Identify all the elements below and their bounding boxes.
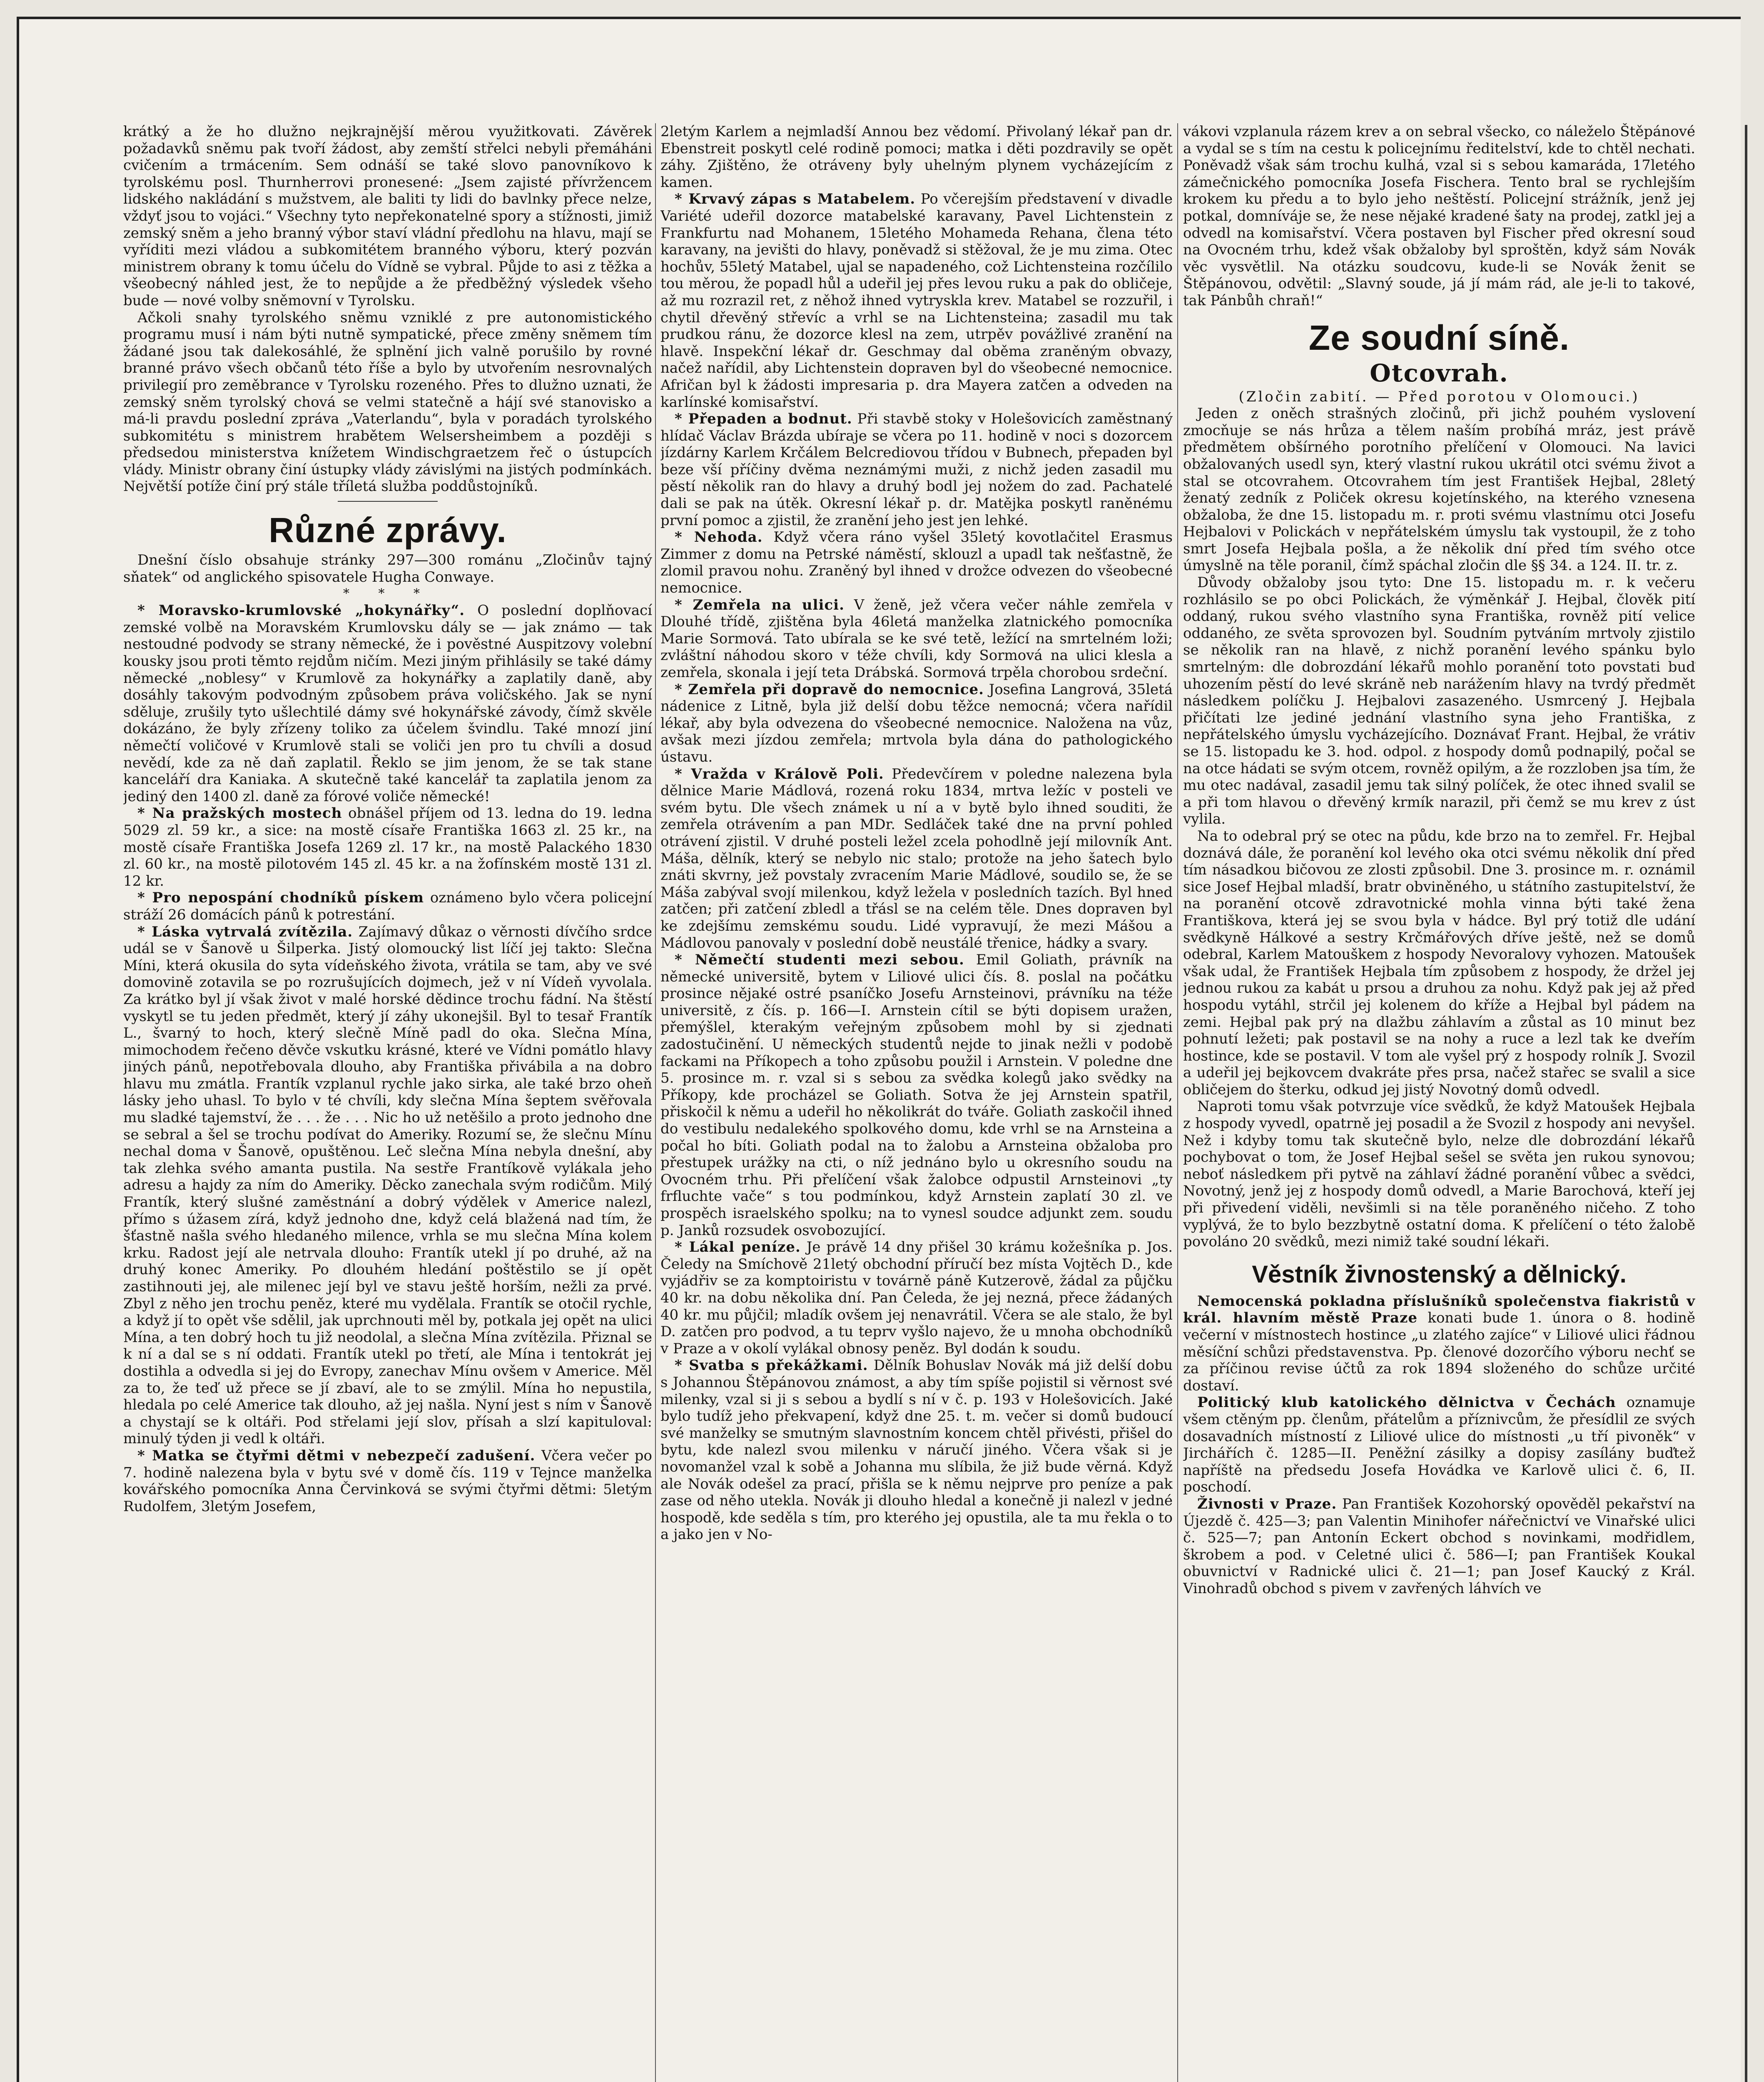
news-text: V ženě, jež včera večer náhle zemřela v Dlouhé třídě, zjištěna byla 46letá manželka zlatnického pomocníka Marie Sormová. Tato ubírala se ke své tetě, ležící na smrtelném loži; zvláštní náhodou skoro v téže chvíli, kdy Sormová na ulici klesla a zemřela, skonala i její teta Drábská. Sormová trpěla chorobou srdeční. [660, 596, 1173, 681]
news-text: Když včera ráno vyšel 35letý kovotlačitel Erasmus Zimmer z domu na Petrské náměstí, sklouzl a upadl tak nešťastně, že zlomil pravou nohu. Zraněný byl ihned v drožce odvezen do všeobecné nemocnice. [660, 529, 1173, 597]
column-divider [655, 123, 656, 2082]
paragraph: krátký a že ho dlužno nejkrajnější měrou využitkovati. Závěrek požadavků sněmu pak tvoří žádost, aby zemští střelci nebyli přemáháni cvičením a trmácením. Sem odnáší se také slovo panovníkovo k tyrolskému posl. Thurnherrovi pronesené: „Jsem zajisté přívržencem lidského nakládání s mužstvem, ale baliti ty lidi do bavlnky přece nelze, vždyť jsou to vojáci.“ Všechny tyto nepřekonatelné spory a stížnosti, jimiž zemský sněm a jeho branný výbor staví vládní předlohu na hlavu, mají se vyříditi mezi vládou a subkomitétem branného výboru, který pozván ministrem obrany k tomu účelu do Vídně se vybral. Půjde to asi z těžka a všeobecný náhled jest, že to nepůjde a že předběžný výsledek všeho bude — nové volby sněmovní v Tyrolsku. [123, 123, 652, 309]
news-item [660, 597, 1173, 681]
news-heading: * Pro nepospání chodníků pískem [137, 889, 424, 907]
news-heading: * Moravsko-krumlovské „hokynářky“. [137, 602, 465, 619]
news-item [1183, 1496, 1695, 1597]
news-text: Předevčírem v poledne nalezena byla dělnice Marie Mádlová, rozená roku 1834, mrtva ležíc v posteli ve svém bytu. Dle všech známek u ní a v bytě bylo ihned souditi, že zemřela otrávením a pan MDr. Sedláček také dne na první pohled otrávení zjistil. V druhé posteli ležel zcela pohodlně její milovník Ant. Máša, dělník, který se nebylo nic stalo; protože na jeho šatech bylo znáti skvrny, jež povstaly zvracením Marie Mádlové, soudilo se, že se Máša zabýval svojí milenkou, když ležela v posledních tazích. Byl hned zatčen; při zatčení zbledl a třásl se na celém těle. Dnes dopraven byl ke zdejšímu zemskému soudu. Lidé vypravují, že mezi Mášou a Mádlovou panovaly v poslední době neustálé třenice, hádky a svary. [660, 765, 1173, 951]
column-middle [660, 123, 1173, 2082]
news-text: Pan František Kozohorský opověděl pekařství na Újezdě č. 425—3; pan Valentin Minihofer nářečnictví ve Vinařské ulici č. 525—7; pan Antonín Eckert obchod s novinkami, modřidlem, škrobem a pod. v Celetné ulici č. 586—I; pan František Koukal obuvnictví v Radnické ulici č. 21—1; pan Josef Kaucký z Král. Vinohradů obchod s pivem v zavřených láhvích ve [1183, 1495, 1695, 1597]
news-heading: * Vražda v Králově Poli. [675, 765, 884, 782]
section-rule [338, 501, 438, 502]
news-heading: Politický klub katolického dělnictva v Čechách [1197, 1394, 1616, 1411]
paragraph: 2letým Karlem a nejmladší Annou bez vědomí. Přivolaný lékař pan dr. Ebenstreit poskytl celé rodině pomoci; matka i děti pozdravily se opět záhy. Zjištěno, že otráveny byly uhelným plynem vycházejícím z kamen. [660, 123, 1173, 191]
news-item [660, 681, 1173, 766]
news-heading: * Lákal peníze. [675, 1239, 801, 1256]
news-item [660, 766, 1173, 952]
paragraph: vákovi vzplanula rázem krev a on sebral všecko, co náleželo Štěpánové a vydal se s tím na cestu k policejnímu ředitelství, kde to chtěl nechati. Poněvadž však sám trochu kulhá, vzal si s sebou kamaráda, 17letého zámečnického pomocníka Josefa Fischera. Tento bral se rychlejším krokem ku předu a to bylo jeho neštěstí. Policejní strážník, jenž jej potkal, domníváje se, že nese nějaké kradené šaty na prodej, zatkl jej a odvedl na komisařství. Včera postaven byl Fischer před okresní soud na Ovocném trhu, kdež však obžaloby byl sproštěn, když sám Novák věc vysvětlil. Na otázku soudcovu, kude-li se Novák ženit se Štěpánovou, odvětil: „Slavný soude, já jí mám rád, ale je-li to takové, tak Pánbůh chraň!“ [1183, 123, 1695, 309]
news-item [660, 1239, 1173, 1357]
case-title: Otcovrah. [1370, 359, 1509, 387]
news-item [660, 1357, 1173, 1543]
news-heading: Živnosti v Praze. [1197, 1495, 1337, 1512]
news-item [660, 191, 1173, 411]
paragraph: Jeden z oněch strašných zločinů, při jichž pouhém vyslovení zmocňuje se nás hrůza a tělem naším probíhá mráz, jest právě předmětem obšírného porotního přelíčení v Olomouci. Na lavici obžalovaných usedl syn, který vlastní rukou ukrátil otci svému život a stal se otcovrahem. Otcovrahem tím jest František Hejbal, 28letý ženatý zedník z Poliček okresu kojetínského, na kterého vznesena obžaloba, že dne 15. listopadu m. r. proti svému vlastnímu otci Josefu Hejbalovi v Polickách v nepřátelském úmyslu tak vystoupil, že z toho smrt Josefa Hejbala pošla, a že několik dní před tím svého otce úmyslně na těle poranil, čímž spáchal zločin dle §§ 34. a 124. II. tr. z. [1183, 405, 1695, 574]
stars-divider: * * * [343, 586, 433, 601]
section-title-ruzne-zpravy: Různé zprávy. [269, 511, 507, 550]
news-text: Dělník Bohuslav Novák má již delší dobu s Johannou Štěpánovou známost, a aby tím spíše pojistil si věrnost své milenky, vzal si ji s sebou a bydlí s ní v č. p. 193 v Holešovicích. Jaké bylo tudíž jeho překvapení, když dne 25. t. m. večer si domů budoucí své manželky se smutným slavnostním koncem chtěl přivésti, přišel do bytu, kde nalezl svou milenku v náručí jiného. Včera však si je novomanžel vzal k sobě a Johanna mu slíbila, že již bude věrná. Když ale Novák odešel za prací, přišla se k němu nejprve pro peníze a pak zase od něho utekla. Novák ji dlouho hledal a konečně ji nalezl v jedné hospodě, kde seděla s tím, pro kterého jej opustila, ale ta mu řekla o to a jako jen v No- [660, 1357, 1173, 1543]
news-text: Zajímavý důkaz o věrnosti dívčího srdce udál se v Šanově u Šilperka. Jistý olomoucký list líčí jej takto: Slečna Míni, která okusila do syta vídeňského života, vrátila se tam, aby ve své domovině zotavila se po rozrušujících dojmech, jež v ní Vídeň vyvolala. Za krátko byl jí však život v malé horské dědince trochu fádní. Na štěstí vyskytl se tu jeden předmět, který jí záhy ukonejšil. Byl to tesař Frantík L., švarný to hoch, který slečně Míně padl do oka. Slečna Mína, mimochodem řečeno děvče vskutku krásné, které ve Vídni pomátlo hlavy jiných pánů, nepotřebovala dlouho, aby Františka přivábila a na dobro hlavu mu zmátla. Frantík vzplanul rychle jako sirka, ale také brzo oheň lásky jeho uhasl. To bylo v té chvíli, kdy slečna Mína šeptem svěřovala mu sladké tajemství, že . . . že . . . Nic ho už netěšilo a proto jednoho dne se sebral a šel se trochu podívat do Ameriky. Rozumí se, že slečnu Mínu nechal doma v Šanově, opuštěnou. Leč slečna Mína nebyla dnešní, aby tak zlehka svého amanta pustila. Na sestře Frantíkově vylákala jeho adresu a hajdy za ním do Ameriky. Děcko zanechala svým rodičům. Milý Frantík, který slušné zaměstnání a dobrý výdělek v Americe nalezl, přímo s úžasem zírá, když jednoho dne, když celá blažená nad tím, že šťastně našla svého hledaného milence, vrhla se mu slečna Mína kolem krku. Radost její ale netrvala dlouho: Frantík utekl jí po druhé, až na druhý konec Ameriky. Po dlouhém hledání poštěstilo se jí opět zastihnouti jej, ale milenec její byl ve stavu ještě horším, nežli za prvé. Zbyl z něho jen trochu peněz, které mu vydělala. Frantík se otočil rychle, a když jí to opět vše sdělil, jak uprchnouti měl by, potkala jej opět na ulici Mína, a ten dobrý hoch tu již neodolal, a slečna Mína zvítězila. Přiznal se k ní a dal se s ní oddati. Frantík utekl po třetí, ale Mína i tentokrát jej dostihla a odvedla si jej do Evropy, zanechav Mínu ovšem v Americe. Měl za to, že teď už přece se jí zbaví, ale to se zmýlil. Mína ho nepustila, hledala po celé Americe tak dlouho, až jej našla. Nyní jest s ním v Šanově a chystají se k oltáři. Pod střelami její slov, přísah a slzí kapituloval: minulý týden ji vedl k oltáři. [123, 923, 652, 1447]
news-heading: * Zemřela při dopravě do nemocnice. [675, 681, 984, 698]
paragraph: Ačkoli snahy tyrolského sněmu vzniklé z pre autonomistického programu musí i nám býti nutně sympatické, přece změny sněmem tím žádané jsou tak dalekosáhlé, že splnění jich valně porušilo by rovné branné právo všech občanů této říše a bylo by utvořením nesrovnalých privilegií pro zeměbrance v Tyrolsku rozeného. Přes to dlužno uznati, že zemský sněm tyrolský chová se velmi statečně a hájí své stanovisko a má-li pravdu poslední zpráva „Vaterlandu“, byla v poradách tyrolského subkomitétu s ministrem hrabětem Welsersheimbem a později s předsedou ministerstva knížetem Windischgraetzem řeč o ústupcích vlády. Ministr obrany činí ústupky vlády závislými na jistých podmínkách. Největší potíže činí prý stále tříletá služba poddůstojníků. [123, 309, 652, 495]
news-text: O poslední doplňovací zemské volbě na Moravském Krumlovsku dály se — jak známo — tak nestoudné podvody se strany německé, že i pověstné Auspitzovy volební kousky jsou proti těmto rejdům ničím. Mezi jiným přihlásily se také dámy německé „noblesy“ v Krumlově za hokynářky a zaplatily daně, aby dosáhly takovým podvodným způsobem práva voličského. Jak se nyní sděluje, zrušily tyto ušlechtilé dámy své hokynářské závody, čímž skvěle dokázáno, že byly zřízeny toliko za účelem švindlu. Také mnozí jiní němečtí voličové v Krumlově stali se voliči jen pro tu chvíli a dosud nevědí, kde za ně daň zaplatil. Řeklo se jim jenom, že se tak stane kanceláří dra Kaniaka. A skutečně také kancelář ta zaplatila jenom za jediný den 1400 zl. daně za fórové voliče německé! [123, 602, 652, 805]
column-left [123, 123, 652, 2082]
section-title-ze-soudni-sine: Ze soudní síně. [1308, 318, 1570, 357]
news-text: Při stavbě stoky v Holešovicích zaměstnaný hlídač Václav Brázda ubíraje se včera po 11. hodině v noci s dozorcem jízdárny Karlem Krčálem Belcrediovou třídou v Bubnech, přepaden byl beze vší příčiny dvěma neznámými muži, z nichž jeden zasadil mu pěstí několik ran do hlavy a druhý bodl jej nožem do zad. Pachatelé dali se pak na útěk. Okresní lékař p. dr. Matějka poskytl raněnému první pomoc a zjistil, že zranění jeho jest jen lehké. [660, 411, 1173, 529]
news-heading: * Přepaden a bodnut. [675, 411, 852, 428]
news-heading: Nemocenská pokladna příslušníků společenstva fiakristů v král. hlavním městě Praze [1183, 1293, 1695, 1327]
news-item [660, 951, 1173, 1239]
news-text: Po včerejším představení v divadle Variété udeřil dozorce matabelské karavany, Pavel Lichtenstein z Frankfurtu nad Mohanem, 15letého Mohameda Rehana, člena této karavany, na jevišti do hlavy, poněvadž si stěžoval, že je mu zima. Otec hochův, 55letý Matabel, ujal se napadeného, což Lichtensteina rozčílilo tou měrou, že popadl hůl a udeřil jej přes levou ruku a pak do obličeje, až mu rozrazil ret, z něhož ihned vytryskla krev. Matabel se rozzuřil, i chytil dřevěný střevíc a vrhl se na Lichtensteina; zasadil mu tak prudkou ránu, že dozorce klesl na zem, utrpěv povážlivé zranění na hlavě. Inspekční lékař dr. Geschmay dal oběma zraněným obvazy, načež nařídil, aby Lichtenstein dopraven byl do všeobecné nemocnice. Afričan byl k žádosti impresaria p. dra Mayera zatčen a odveden na karlínské komisařství. [660, 191, 1173, 411]
news-text: Emil Goliath, právník na německé universitě, bytem v Liliové ulici čís. 8. poslal na počátku prosince nějaké ostré psaníčko Josefu Arnsteinovi, právníku na téže universitě, z čís. p. 166—I. Arnstein cítil se býti dopisem uražen, přemýšlel, kterakým veřejným způsobem mohl by si zjednati zadostučinění. U německých studentů nejde to jinak nežli v podobě fackami na Příkopech a toho způsobu použil i Arnstein. V poledne dne 5. prosince m. r. vzal si s sebou za svědka kolegů jako svědky na Příkopy, kde procházel se Goliath. Sotva že jej Arnstein spatřil, přiskočil k němu a udeřil ho několikrát do tváře. Goliath zaskočil ihned do vestibulu nedalekého spolkového domu, kde vrhl se na Arnsteina a počal ho bíti. Goliath podal na to žalobu a Arnsteina obžaloba pro přestupek urážky na cti, o níž jednáno bylo u okresního soudu na Ovocném trhu. Při přelíčení však žalobce odpustil Arnsteinovi „ty frfluchte vače“ s tou podmínkou, když Arnstein zaplatí 30 zl. ve prospěch israelského spolku; na to vynesl soudce adjunkt zem. soudu p. Janků rozsudek osvobozující. [660, 951, 1173, 1239]
newspaper-page [17, 17, 1741, 2082]
paragraph-intro: Dnešní číslo obsahuje stránky 297—300 románu „Zločinův tajný sňatek“ od anglického spisovatele Hugha Conwaye. [123, 552, 652, 585]
news-item [1183, 1293, 1695, 1395]
news-item [123, 924, 652, 1447]
paragraph: Na to odebral prý se otec na půdu, kde brzo na to zemřel. Fr. Hejbal doznává dále, že poranění kol levého oka otci svému několik dní před tím násadkou bičovou ze zlosti způsobil. Dne 3. prosince m. r. oznámil sice Josef Hejbal mladší, bratr obviněného, u státního zastupitelství, že na poranění otcově zdravotnické mohla vinna býti také žena Františkova, která jej se svou byla v hádce. Byl prý totiž dle udání svědkyně Hálkové a sestry Krčmářových dříve ještě, než se domů odebral, Karlem Matouškem z hospody Nevoralovy vyhozen. Matoušek však udal, že František Hejbala tím způsobem z hospody, že držel jej jednou rukou za kabát u prsou a druhou za nohu. Když pak jej až před hospodu vytáhl, strčil jej kolenem do kříže a Hejbal byl pádem na zemi. Hejbal pak prý na dlažbu záhlavím a zůstal as 10 minut bez pohnutí ležeti; pak postavil se na nohy a ruce a lezl tak ke dveřím hostince, kde se postavil. V tom ale vyšel prý z hospody rolník J. Svozil a udeřil jej bejkovcem dvakráte přes prsa, načež stařec se svalil a sice obličejem do šterku, odkud jej jistý Novotný domů odvedl. [1183, 827, 1695, 1098]
news-heading: * Láska vytrvalá zvítězila. [137, 923, 353, 940]
news-text: oznamuje všem ctěným pp. členům, přátelům a příznivcům, že přesídlil ze svých dosavadních místností z Liliové ulice do místnosti „u tří pivoněk“ v Jirchářích č. 1285—II. Peněžní zásilky a dopisy zasílány buďtež napříště na předsedu Josefa Hovádka ve Karlově ulici č. 6, II. poschodí. [1183, 1394, 1695, 1496]
news-item [660, 529, 1173, 596]
news-heading: * Němečtí studenti mezi sebou. [675, 951, 964, 969]
page-edge [1745, 125, 1747, 2082]
news-text: obnášel příjem od 13. ledna do 19. ledna 5029 zl. 59 kr., a sice: na mostě císaře Františka 1663 zl. 25 kr., na mostě císaře Františka Josefa 1269 zl. 17 kr., na mostě Palackého 1830 zl. 60 kr., na mostě pilotovém 145 zl. 45 kr. a na žofínském mostě 131 zl. 12 kr. [123, 805, 652, 889]
news-item [123, 889, 652, 923]
news-item [123, 602, 652, 805]
news-text: Je právě 14 dny přišel 30 krámu kožešníka p. Jos. Čeledy na Smíchově 21letý obchodní příručí bez místa Vojtěch D., kde vyjádřiv se za komptoiristu v továrně páně Kutzerově, žádal za půjčku 40 kr. na dobu několika dní. Pan Čeleda, že jej nezná, přece žádaných 40 kr. mu půjčil; mladík ovšem jej nenavrátil. Včera se ale stalo, že byl D. zatčen pro podvod, a tu teprv vyšlo najevo, že u mnoha obchodníků v Praze a v okolí vylákal obnosy peněz. Byl dodán k soudu. [660, 1239, 1173, 1357]
news-item [123, 805, 652, 889]
news-text: konati bude 1. února o 8. hodině večerní v místnostech hostince „u zlatého zajíce“ v Liliové ulici řádnou měsíční schůzi představenstva. Pp. členové dozorčího výboru nechť se za příčinou revise účtů za rok 1894 složeného do schůze určité dostaví. [1183, 1310, 1695, 1394]
news-heading: * Nehoda. [675, 529, 763, 546]
news-item [123, 1447, 652, 1515]
news-item [660, 411, 1173, 529]
news-heading: * Krvavý zápas s Matabelem. [675, 191, 916, 208]
section-title-vestnik: Věstník živnostenský a dělnický. [1252, 1260, 1627, 1288]
case-subtitle: (Zločin zabití. — Před porotou v Olomouci.) [1238, 388, 1640, 405]
news-heading: * Na pražských mostech [137, 805, 342, 822]
news-heading: * Matka se čtyřmi dětmi v nebezpečí zadušení. [137, 1447, 536, 1464]
news-text: Včera večer po 7. hodině nalezena byla v bytu své v domě čís. 119 v Tejnce manželka kovářského pomocníka Anna Červinková se svými čtyřmi dětmi: 5letým Rudolfem, 3letým Josefem, [123, 1447, 652, 1515]
column-divider [1177, 123, 1178, 2082]
news-text: Josefina Langrová, 35letá nádenice z Litně, byla již delší dobu těžce nemocná; včera nařídil lékař, aby byla odvezena do všeobecné nemocnice. Naložena na vůz, avšak mezi jízdou zemřela; mrtvola byla dána do pathologického ústavu. [660, 681, 1173, 765]
news-heading: * Zemřela na ulici. [675, 596, 845, 613]
news-item [1183, 1394, 1695, 1496]
paragraph: Důvody obžaloby jsou tyto: Dne 15. listopadu m. r. k večeru rozhlásilo se po obci Polickách, že výměnkář J. Hejbal, člověk pití oddaný, rukou svého vlastního syna Františka, rovněž pití velice oddaného, ze světa sprovozen byl. Soudním pytváním mrtvoly zjistilo se několik ran na hlavě, z nichž poranění levého spánku bylo smrtelným: dle dobrozdání lékařů mohlo poranění toto povstati buď uhozením pěstí do levé skráně neb narážením hlavy na tvrdý předmět následkem políčku J. Hejbalovi zasazeného. Usmrcený J. Hejbala přičítati lze jediné jednání vlastního syna jeho Františka, z nepřátelského úmyslu vycházejícího. Doznávať Frant. Hejbal, že vrátiv se 15. listopadu ke 3. hod. odpol. z hospody domů podnapilý, počal se na otce hádati se svým otcem, rovněž opilým, a že rozzloben jsa tím, že mu otec nadával, zasadil jemu tak silný políček, že otec ihned svalil se a při tom hlavou o dřevěný krmík narazil, při čemž se mu krev z úst vylila. [1183, 574, 1695, 828]
column-right [1183, 123, 1695, 2082]
paragraph: Naproti tomu však potvrzuje více svědků, že když Matoušek Hejbala z hospody vyvedl, opatrně jej posadil a že Svozil z hospody ani nevyšel. Než i kdyby tomu tak skutečně bylo, nelze dle dobrozdání lékařů pochybovat o tom, že Josef Hejbal sešel se světa jen rukou synovou; neboť následkem při pytvě na záhlaví žádné poranění vůbec a svědci, Novotný, jenž jej z hospody domů odvedl, a Marie Barochová, kteří jej při přivedení viděli, nevšimli si na těle poraněného ničeho. Z toho vyplývá, že to bylo bezzbytně ostatní doma. K přelíčení o této žalobě povoláno 20 svědků, mezi nimiž také soudní lékaři. [1183, 1098, 1695, 1250]
news-text: oznámeno bylo včera policejní stráží 26 domácích pánů k potrestání. [123, 889, 652, 923]
news-heading: * Svatba s překážkami. [675, 1357, 868, 1374]
